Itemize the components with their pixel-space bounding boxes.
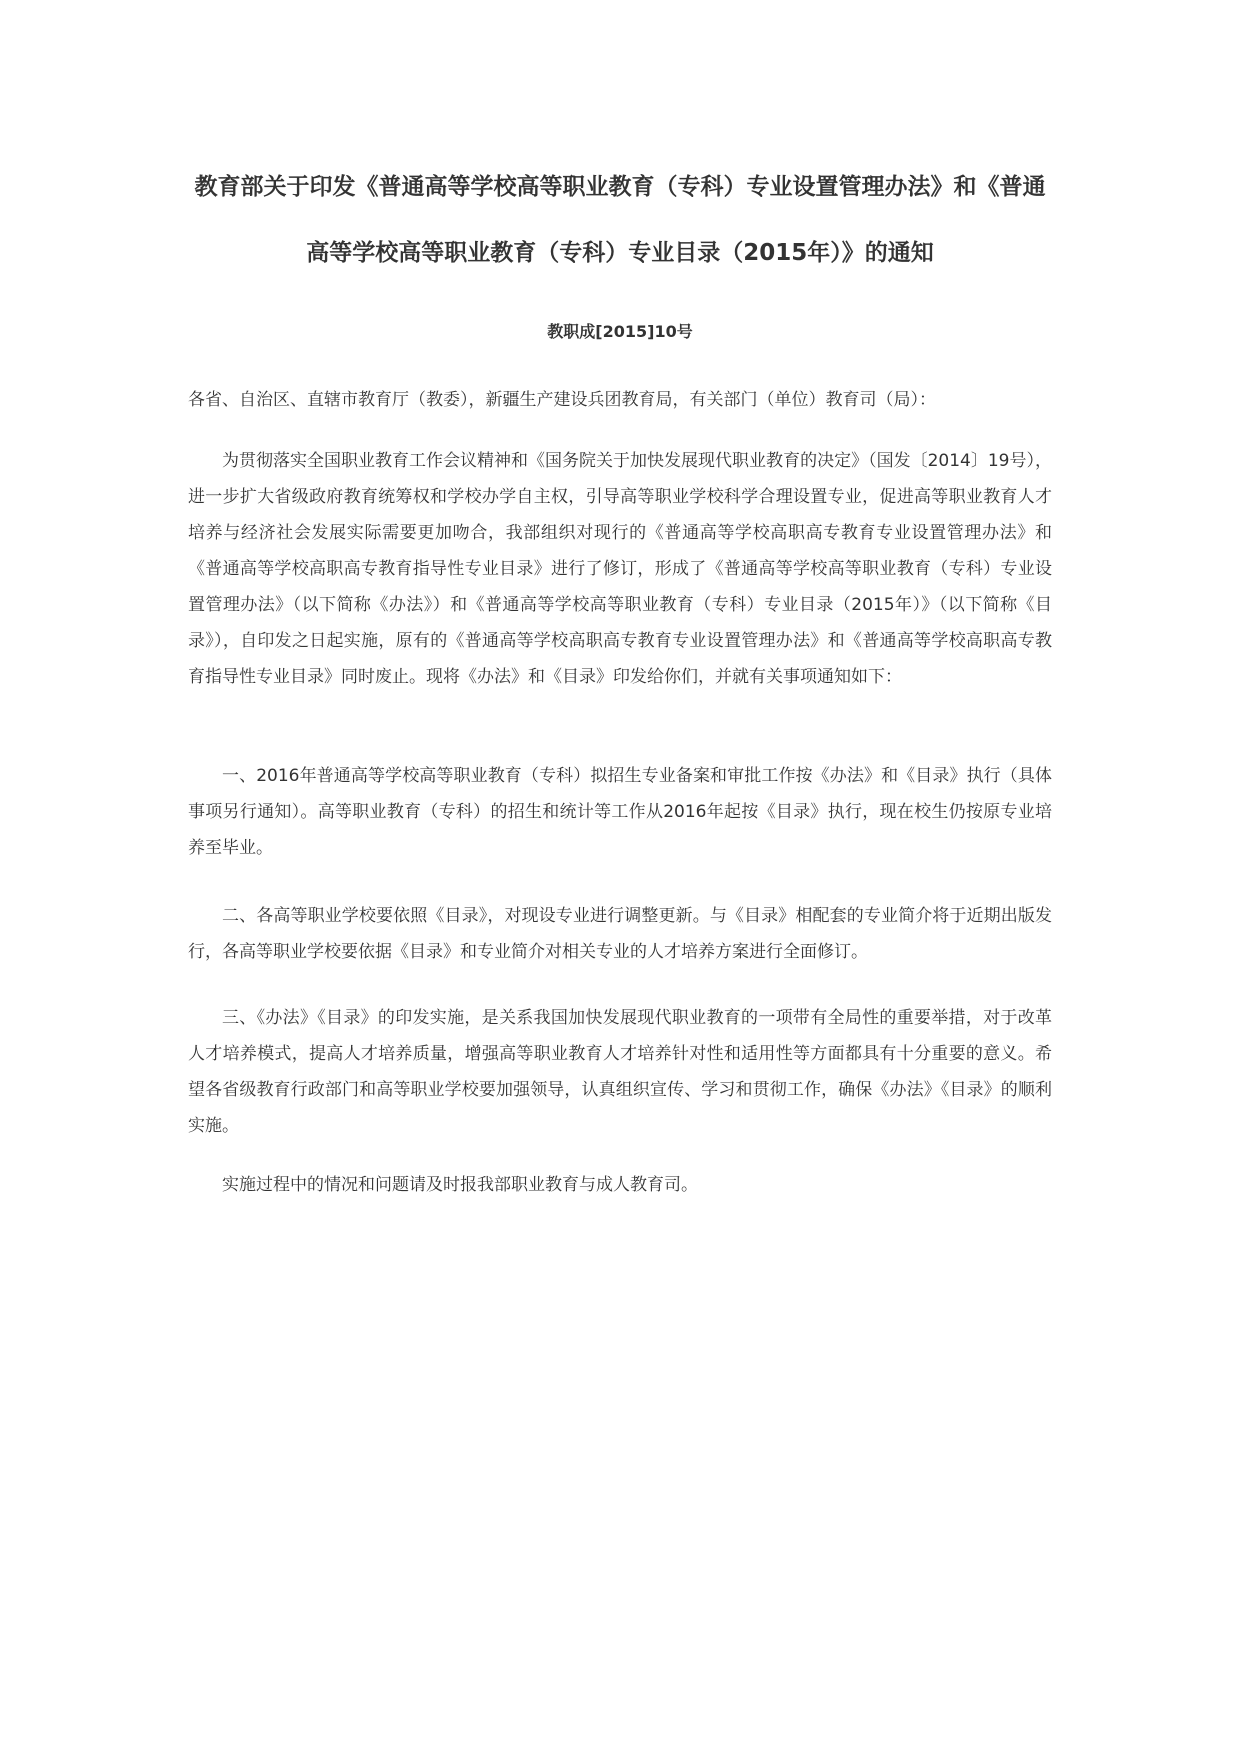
paragraph-item-3: 三、《办法》《目录》的印发实施，是关系我国加快发展现代职业教育的一项带有全局性的重要举措，对于改革人才培养模式，提高人才培养质量，增强高等职业教育人才培养针对性和适用性等方面都具有十分重要的意义。希望各省级教育行政部门和高等职业学校要加强领导，认真组织宣传、学习和贯彻工作，确保《办法》《目录》的顺利实施。: [188, 1008, 1052, 1136]
paragraph-item-1: 一、2016年普通高等学校高等职业教育（专科）拟招生专业备案和审批工作按《办法》和《目录》执行（具体事项另行通知）。高等职业教育（专科）的招生和统计等工作从2016年起按《目录》执行，现在校生仍按原专业培养至毕业。: [188, 766, 1052, 858]
paragraph-intro: 为贯彻落实全国职业教育工作会议精神和《国务院关于加快发展现代职业教育的决定》（国发〔2014〕19号），进一步扩大省级政府教育统筹权和学校办学自主权，引导高等职业学校科学合理设置专业，促进高等职业教育人才培养与经济社会发展实际需要更加吻合，我部组织对现行的《普通高等学校高职高专教育专业设置管理办法》和《普通高等学校高职高专教育指导性专业目录》进行了修订，形成了《普通高等学校高等职业教育（专科）专业设置管理办法》（以下简称《办法》）和《普通高等学校高等职业教育（专科）专业目录（2015年）》（以下简称《目录》），自印发之日起实施，原有的《普通高等学校高职高专教育专业设置管理办法》和《普通高等学校高职高专教育指导性专业目录》同时废止。现将《办法》和《目录》印发给你们，并就有关事项通知如下：: [188, 451, 1052, 687]
document-title-line-2: 高等学校高等职业教育（专科）专业目录（2015年）》的通知: [306, 240, 934, 266]
document-number: 教职成[2015]10号: [547, 322, 693, 341]
salutation: 各省、自治区、直辖市教育厅（教委），新疆生产建设兵团教育局，有关部门（单位）教育司（局）：: [188, 390, 936, 410]
paragraph-item-2: 二、各高等职业学校要依照《目录》，对现设专业进行调整更新。与《目录》相配套的专业简介将于近期出版发行，各高等职业学校要依据《目录》和专业简介对相关专业的人才培养方案进行全面修订。: [188, 906, 1052, 962]
document-title-line-1: 教育部关于印发《普通高等学校高等职业教育（专科）专业设置管理办法》和《普通: [194, 174, 1046, 200]
paragraph-closing: 实施过程中的情况和问题请及时报我部职业教育与成人教育司。: [222, 1175, 698, 1195]
